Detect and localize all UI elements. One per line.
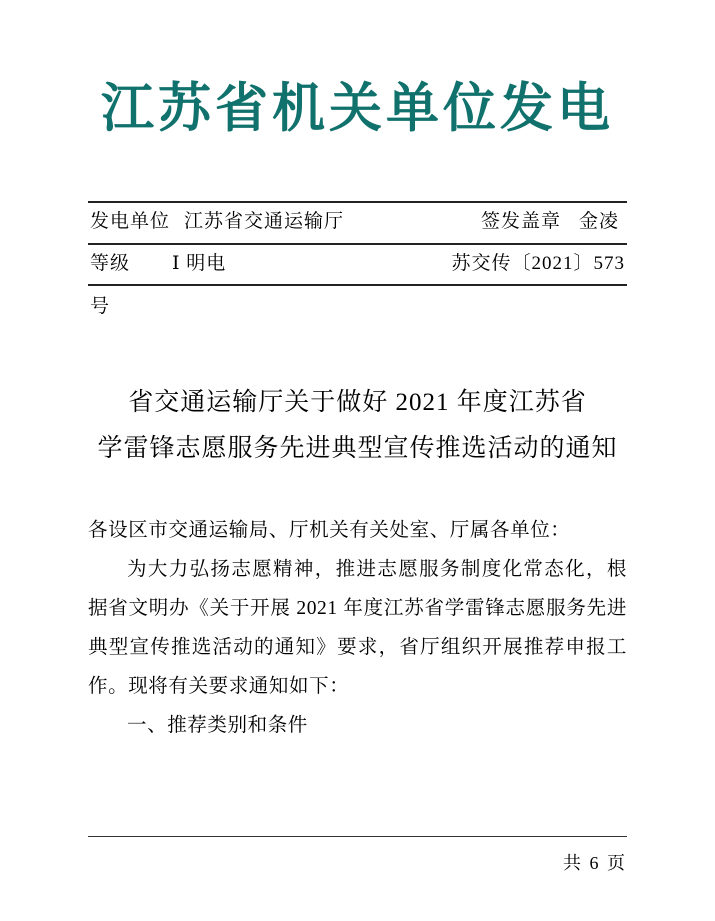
body-salutation: 各设区市交通运输局、厅机关有关处室、厅属各单位： <box>88 519 571 541</box>
footer-rule <box>88 836 627 837</box>
meta-row-grade <box>88 245 627 285</box>
document-masthead-title: 江苏省机关单位发电 <box>101 77 614 139</box>
grade-value: Ⅰ 明电 <box>172 252 227 274</box>
meta-row-issuer <box>88 203 627 243</box>
document-title-line-1: 省交通运输厅关于做好 2021 年度江苏省 <box>128 389 587 417</box>
issuer-label: 发电单位 <box>90 210 171 232</box>
document-body <box>88 511 627 745</box>
body-heading-1: 一、推荐类别和条件 <box>127 714 308 736</box>
document-page <box>0 78 715 921</box>
document-number-suffix: 号 <box>90 296 111 318</box>
signer-value: 金凌 <box>578 210 619 232</box>
document-title <box>88 380 627 473</box>
grade-label: 等级 <box>90 252 131 274</box>
document-footer <box>88 836 627 875</box>
page-count: 共 6 页 <box>563 853 627 873</box>
document-header-meta <box>88 201 627 318</box>
document-title-line-2: 学雷锋志愿服务先进典型宣传推选活动的通知 <box>97 435 618 463</box>
signer-label: 签发盖章 <box>480 210 561 232</box>
body-paragraph-1: 为大力弘扬志愿精神，推进志愿服务制度化常态化，根据省文明办《关于开展 2021 年度江苏省学雷锋志愿服务先进典型宣传推选活动的通知》要求，省厅组织开展推荐申报工作。现将有关要求通知如下： <box>88 558 627 697</box>
issuer-value: 江苏省交通运输厅 <box>184 210 345 232</box>
document-number: 苏交传〔2021〕573 <box>451 252 625 274</box>
